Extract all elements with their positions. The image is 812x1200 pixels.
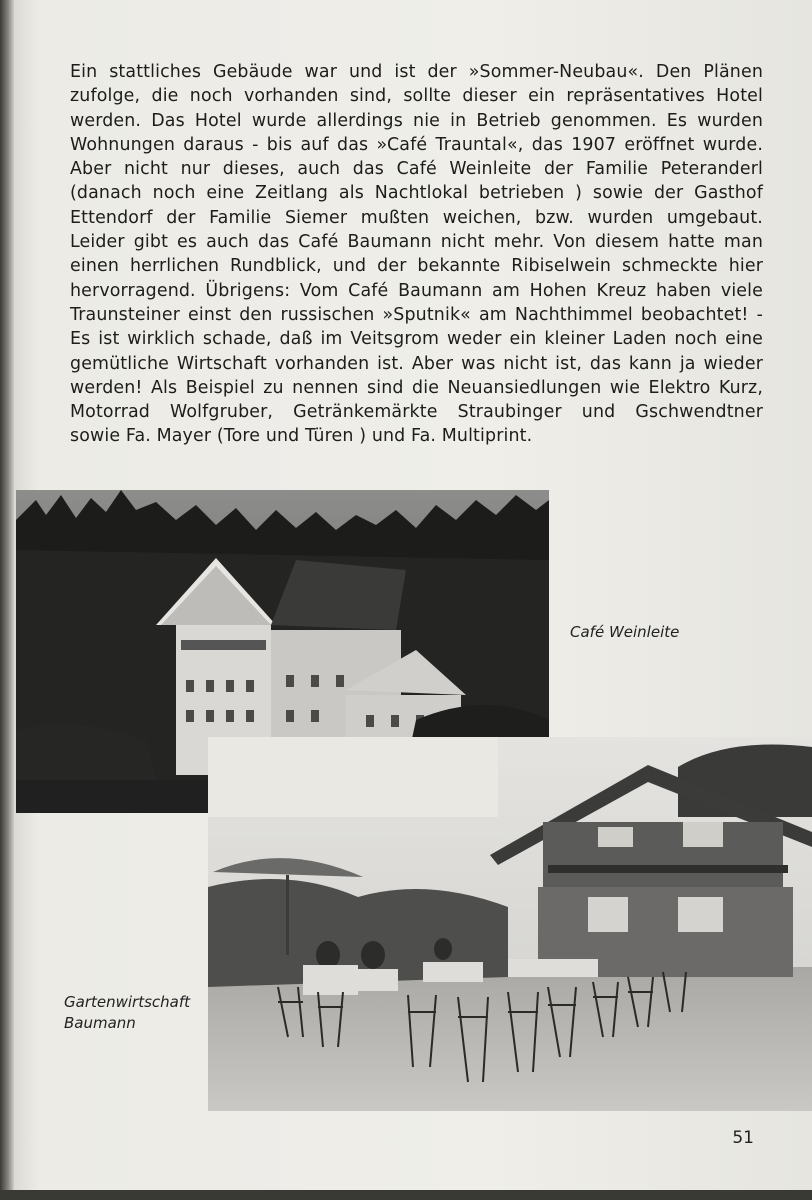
text-line: (danach noch eine Zeitlang als Nachtlokal betrieben ) sowie der Gasthof (70, 183, 763, 204)
book-page (8, 0, 812, 1192)
text-line: Leider gibt es auch das Café Baumann nicht mehr. Von diesem hatte man (70, 232, 763, 253)
text-line: Wohnungen daraus - bis auf das »Café Trauntal«, das 1907 eröffnet wurde. (70, 134, 763, 155)
caption-gartenwirtschaft-baumann (64, 992, 190, 1034)
text-line: Motorrad Wolfgruber, Getränkemärkte Straubinger und Gschwendtner (70, 402, 763, 423)
text-line: Ein stattliches Gebäude war und ist der »Sommer-Neubau«. Den Plänen (70, 62, 763, 82)
caption-line: Gartenwirtschaft (64, 993, 191, 1011)
page-bottom-edge (0, 1190, 812, 1200)
text-line: Aber nicht nur dieses, auch das Café Weinleite der Familie Peteranderl (70, 159, 763, 180)
page-number: 51 (732, 1128, 754, 1148)
book-spine-shadow (0, 0, 14, 1200)
photo-gartenwirtschaft-baumann (208, 737, 812, 1111)
body-paragraph (70, 60, 763, 449)
text-line: sowie Fa. Mayer (Tore und Türen ) und Fa. Multiprint. (70, 426, 533, 447)
text-line: Es ist wirklich schade, daß im Veitsgrom weder ein kleiner Laden noch eine (70, 329, 763, 350)
text-line: hervorragend. Übrigens: Vom Café Baumann am Hohen Kreuz haben viele (70, 280, 763, 301)
text-line: Ettendorf der Familie Siemer mußten weichen, bzw. wurden umgebaut. (70, 207, 763, 228)
text-line: werden! Als Beispiel zu nennen sind die Neuansiedlungen wie Elektro Kurz, (70, 377, 763, 398)
caption-cafe-weinleite: Café Weinleite (570, 623, 680, 641)
text-line: einen herrlichen Rundblick, und der bekannte Ribiselwein schmeckte hier (70, 256, 763, 277)
text-line: werden. Das Hotel wurde allerdings nie in Betrieb genommen. Es wurden (70, 110, 763, 131)
caption-line: Baumann (64, 1014, 136, 1032)
text-line: gemütliche Wirtschaft vorhanden ist. Aber was nicht ist, das kann ja wieder (70, 353, 763, 374)
text-line: Traunsteiner einst den russischen »Sputnik« am Nachthimmel beobachtet! - (70, 304, 763, 325)
text-line: zufolge, die noch vorhanden sind, sollte dieser ein repräsentatives Hotel (70, 86, 763, 107)
